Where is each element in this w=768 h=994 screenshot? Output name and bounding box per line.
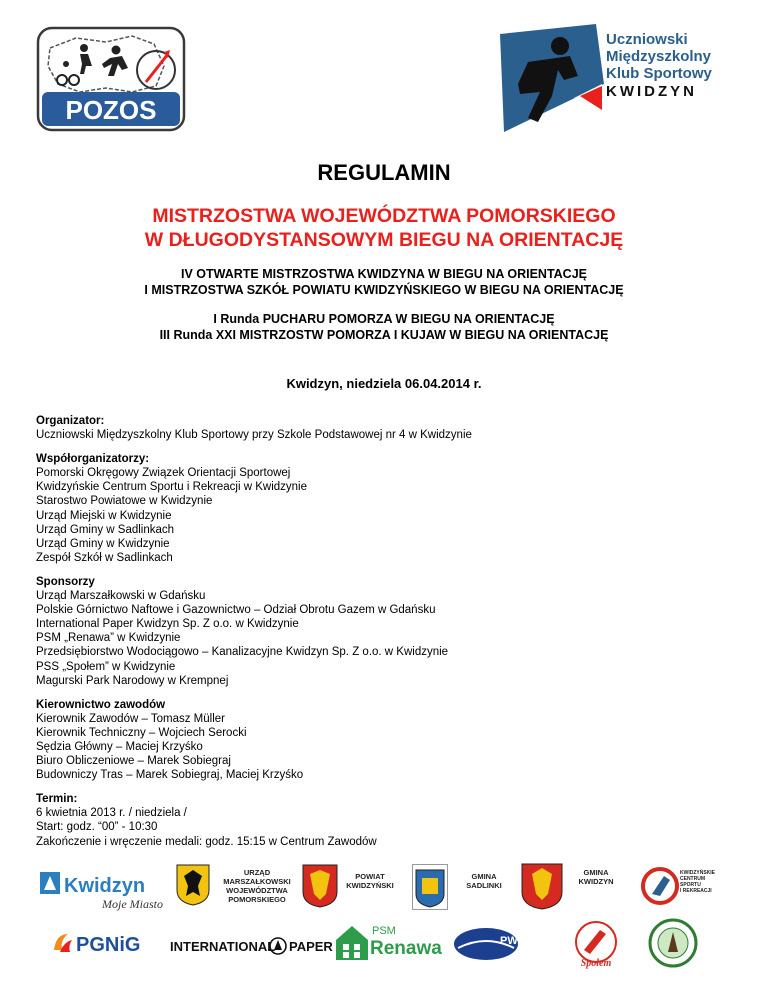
uks-line2: Międzyszkolny xyxy=(606,48,712,65)
section-line: Urząd Gminy w Sadlinkach xyxy=(36,523,175,536)
section-line: Budowniczy Tras – Marek Sobiegraj, Maciej Krzyśko xyxy=(36,769,304,782)
subtitles-b xyxy=(0,311,768,343)
uks-line1: Uczniowski xyxy=(606,31,688,48)
document-body xyxy=(36,414,736,859)
section-line: Pomorski Okręgowy Związek Orientacji Sportowej xyxy=(36,467,291,480)
section-line: 6 kwietnia 2013 r. / niedziela / xyxy=(36,807,187,820)
svg-text:Kwidzyn: Kwidzyn xyxy=(64,875,146,897)
section-line: Sędzia Główny – Maciej Krzyśko xyxy=(36,740,203,753)
powiat-label: POWIAT KWIDZYŃSKI xyxy=(346,872,394,890)
section-line: International Paper Kwidzyn Sp. Z o.o. w Kwidzynie xyxy=(36,618,299,631)
kcsir-logo-icon xyxy=(640,866,680,906)
subtitles-a xyxy=(0,266,768,298)
section-line: Urząd Gminy w Kwidzynie xyxy=(36,537,170,550)
svg-text:Moje Miasto: Moje Miasto xyxy=(102,897,163,911)
section-line: Polskie Górnictwo Naftowe i Gazownictwo – Odział Obrotu Gazem w Gdańsku xyxy=(36,604,436,617)
international-paper-logo xyxy=(170,934,340,958)
kcsir-label: KWIDZYŃSKIE CENTRUM SPORTU I REKREACJI xyxy=(680,870,715,894)
subtitle-line: IV OTWARTE MISTRZOSTWA KWIDZYNA W BIEGU NA ORIENTACJĘ xyxy=(180,267,587,281)
coorganizers-section xyxy=(36,452,736,565)
section-heading: Kierownictwo zawodów xyxy=(36,698,166,711)
section-line: Przedsiębiorstwo Wodociągowo – Kanalizacyjne Kwidzyn Sp. Z o.o. w Kwidzynie xyxy=(36,646,449,659)
document-title: REGULAMIN xyxy=(317,160,451,185)
section-line: Kierownik Zawodów – Tomasz Müller xyxy=(36,712,225,725)
section-line: Biuro Obliczeniowe – Marek Sobiegraj xyxy=(36,755,231,768)
subtitle-line: III Runda XXI MISTRZOSTW POMORZA I KUJAW W BIEGU NA ORIENTACJĘ xyxy=(159,328,609,342)
section-line: Start: godz. “00” - 10:30 xyxy=(36,821,158,834)
section-heading: Organizator: xyxy=(36,415,105,427)
section-line: Starostwo Powiatowe w Kwidzynie xyxy=(36,495,213,508)
section-line: Urząd Miejski w Kwidzynie xyxy=(36,509,172,522)
section-heading: Termin: xyxy=(36,793,78,806)
section-line: Zespół Szkół w Sadlinkach xyxy=(36,551,173,564)
psm-renawa-logo xyxy=(334,918,442,964)
pwk-logo xyxy=(452,924,542,964)
sadlinki-crest-icon xyxy=(412,864,448,910)
pomorskie-crest-icon xyxy=(176,864,210,906)
event-title xyxy=(0,204,768,252)
svg-text:POZOS: POZOS xyxy=(65,95,157,125)
subtitle-line: I MISTRZOSTWA SZKÓŁ POWIATU KWIDZYŃSKIEGO W BIEGU NA ORIENTACJĘ xyxy=(144,283,624,297)
urzad-marszalkowski-label: URZĄD MARSZAŁKOWSKI WOJEWÓDZTWA POMORSKIEGO xyxy=(223,868,291,904)
section-line: PSS „Społem” w Kwidzynie xyxy=(36,660,176,673)
svg-text:PAPER: PAPER xyxy=(289,939,333,954)
section-line: Uczniowski Międzyszkolny Klub Sportowy przy Szkole Podstawowej nr 4 w Kwidzynie xyxy=(36,429,472,442)
gmina-kwidzyn-label: GMINA KWIDZYN xyxy=(578,868,614,886)
gmina-kwidzyn-crest-icon xyxy=(520,862,564,910)
svg-text:PSM: PSM xyxy=(372,925,396,937)
uks-text xyxy=(606,31,746,100)
magurski-park-logo-icon xyxy=(648,918,698,968)
section-line: PSM „Renawa” w Kwidzynie xyxy=(36,632,181,645)
svg-text:PW-K: PW-K xyxy=(500,935,530,947)
gmina-sadlinki-label: GMINA SADLINKI xyxy=(466,872,502,890)
event-title-line2: W DŁUGODYSTANSOWYM BIEGU NA ORIENTACJĘ xyxy=(144,229,624,251)
section-line: Zakończenie i wręczenie medali: godz. 15:15 w Centrum Zawodów xyxy=(36,835,377,848)
powiat-crest-icon xyxy=(302,864,338,908)
term-section xyxy=(36,792,736,848)
sponsors-section xyxy=(36,575,736,688)
kwidzyn-city-logo xyxy=(40,866,166,914)
pgnig-logo xyxy=(50,928,156,958)
date-line: Kwidzyn, niedziela 06.04.2014 r. xyxy=(286,376,482,391)
management-section xyxy=(36,698,736,783)
spolem-logo xyxy=(570,920,622,968)
section-line: Urząd Marszałkowski w Gdańsku xyxy=(36,590,206,603)
event-title-line1: MISTRZOSTWA WOJEWÓDZTWA POMORSKIEGO xyxy=(152,205,616,227)
uks-city: KWIDZYN xyxy=(606,83,697,100)
section-heading: Sponsorzy xyxy=(36,575,95,588)
section-line: Kierownik Techniczny – Wojciech Serocki xyxy=(36,726,247,739)
subtitle-line: I Runda PUCHARU POMORZA W BIEGU NA ORIENTACJĘ xyxy=(213,312,555,326)
pozos-logo xyxy=(36,26,186,132)
svg-text:Społem: Społem xyxy=(580,958,612,969)
section-line: Magurski Park Narodowy w Krempnej xyxy=(36,674,229,687)
svg-text:INTERNATIONAL: INTERNATIONAL xyxy=(170,939,276,954)
section-heading: Współorganizatorzy: xyxy=(36,453,150,466)
section-line: Kwidzyńskie Centrum Sportu i Rekreacji w Kwidzynie xyxy=(36,481,307,494)
svg-text:Renawa: Renawa xyxy=(370,938,442,959)
organizer-section xyxy=(36,414,736,442)
uks-line3: Klub Sportowy xyxy=(606,65,712,82)
sponsor-logos xyxy=(0,858,768,994)
svg-text:PGNiG: PGNiG xyxy=(76,934,141,956)
